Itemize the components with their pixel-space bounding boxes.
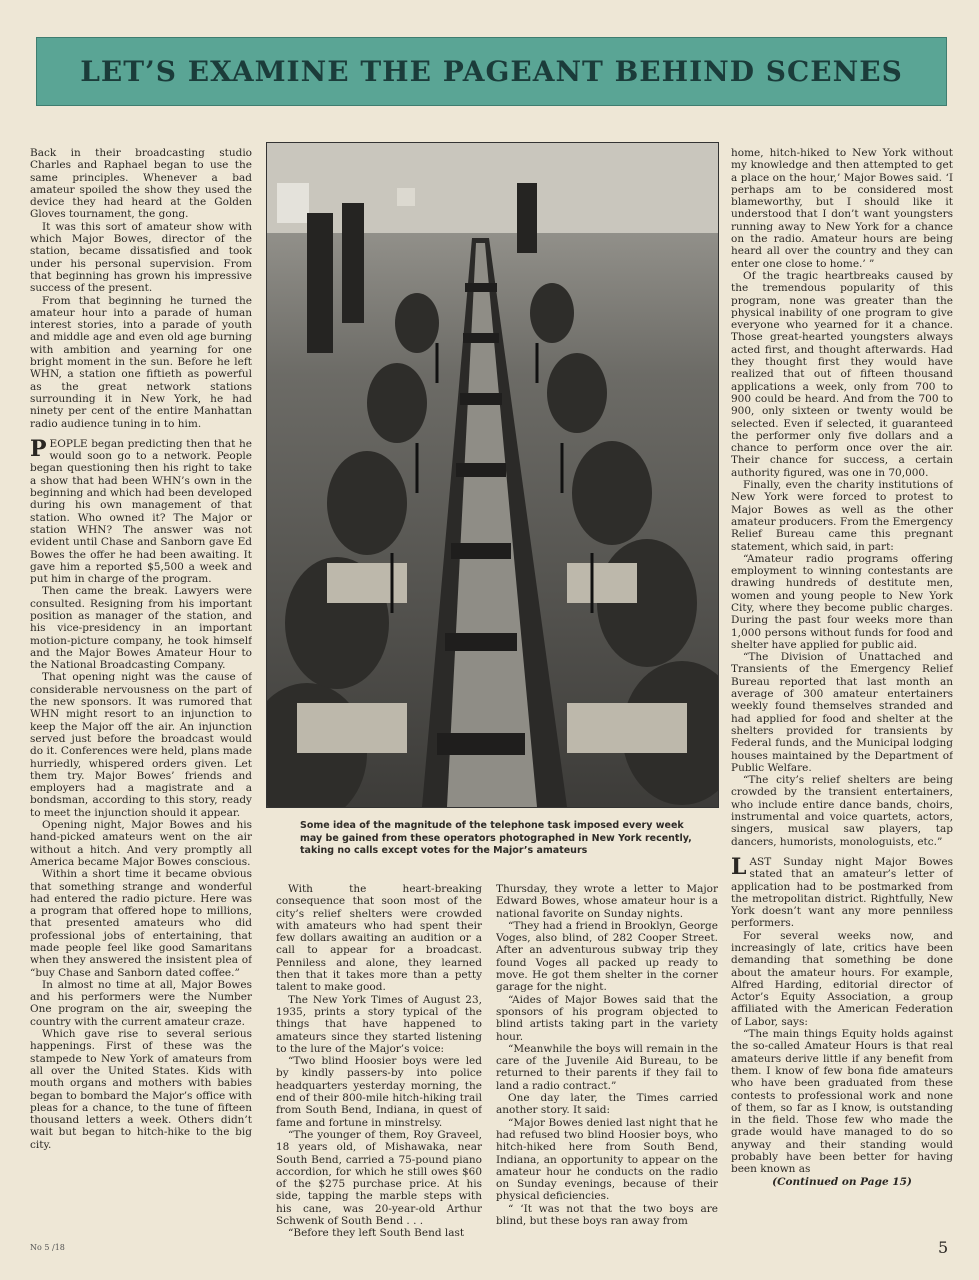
continued-note: (Continued on Page 15) [772, 1175, 912, 1188]
paragraph: “The city’s relief shelters are being crowded by the transient entertainers, who include entire dance bands, choirs, instrumental and voice quartets, actors, singers, musical saw players, tap dancers, humorists, monologuists, etc.” [731, 774, 953, 848]
paragraph: “Aides of Major Bowes said that the sponsors of his program objected to blind artists taking part in the variety hour. [496, 993, 718, 1043]
paragraph: Within a short time it became obvious that something strange and wonderful had entered the radio picture. Here was a program that offered hope to millions, that presented amateurs who did professional jobs of entertaining, that made people feel like good Samaritans when they answered the insistent plea of “buy Chase and Sanborn dated coffee.” [30, 868, 252, 979]
paragraph: One day later, the Times carried another story. It said: [496, 1092, 718, 1117]
paragraph: The New York Times of August 23, 1935, prints a story typical of the things that have happened to amateurs since they started listening to the lure of the Major’s voice: [276, 993, 482, 1055]
headline: LET’S EXAMINE THE PAGEANT BEHIND SCENES [80, 55, 903, 88]
headline-banner [36, 37, 947, 106]
paragraph: Back in their broadcasting studio Charles and Raphael began to use the same principles. Whenever a bad amateur spoiled the show they used the device they had heard at the Golden Gloves tournament, the gong. [30, 147, 252, 221]
paragraph-dropcap: LAST Sunday night Major Bowes stated that an amateur’s letter of application had to be postmarked from the metropolitan district. Rightfully, New York doesn’t want any more penniless performers. [731, 853, 953, 930]
paragraph: “The Division of Unattached and Transients of the Emergency Relief Bureau reported that last month an average of 300 amateur entertainers weekly found themselves stranded and had applied for food and shelter at the shelters provided for transients by Federal funds, and the Municipal lodging houses maintained by the Department of Public Welfare. [731, 651, 953, 774]
paragraph: home, hitch-hiked to New York without my knowledge and then attempted to get a place on the hour,’ Major Bowes said. ‘I perhaps am to be considered most blameworthy, but I should like it understood that I don’t want youngsters running away to New York for a chance on the radio. Amateur hours are being heard all over the country and they can enter one close to home.’ ” [731, 147, 953, 270]
page-number: 5 [938, 1238, 949, 1257]
article-column-1 [30, 147, 252, 1242]
paragraph: In almost no time at all, Major Bowes and his performers were the Number One program on the air, sweeping the country with the current amateur craze. [30, 978, 252, 1028]
photo-illustration [267, 143, 718, 807]
drop-cap: L [731, 853, 747, 880]
paragraph: “Meanwhile the boys will remain in the care of the Juvenile Aid Bureau, to be returned to their parents if they fail to land a radio contract.” [496, 1042, 718, 1092]
paragraph: “Amateur radio programs offering employment to winning contestants are drawing hundreds of destitute men, women and young people to New York City, where they become public charges. During the past four weeks more than 1,000 persons without funds for food and shelter have applied for public aid. [731, 552, 953, 651]
paragraph: “Two blind Hoosier boys were led by kindly passers-by into police headquarters yesterday morning, the end of their 800-mile hitch-hiking trail from South Bend, Indiana, in quest of fame and fortune in minstrelsy. [276, 1055, 482, 1129]
paragraph: “The younger of them, Roy Graveel, 18 years old, of Mishawaka, near South Bend, carried a 75-pound piano accordion, for which he still owes $60 of the $275 purchase price. At his side, tapping the marble steps with his cane, was 20-year-old Arthur Schwenk of South Bend . . . [276, 1128, 482, 1228]
paragraph: From that beginning he turned the amateur hour into a parade of human interest stories, into a parade of youth and middle age and even old age burning with ambition and yearning for one bright moment in the sun. Before he left WHN, a station one fiftieth as powerful as the great network stations surrounding it in New York, he had ninety per cent of the entire Manhattan radio audience tuning in to him. [30, 294, 252, 430]
paragraph: “Major Bowes denied last night that he had refused two blind Hoosier boys, who hitch-hiked here from South Bend, Indiana, an opportunity to appear on the amateur hour he conducts on the radio on Sunday evenings, because of their physical deficiencies. [496, 1116, 718, 1203]
paragraph-dropcap: PEOPLE began predicting then that he would soon go to a network. People began questioning then his right to take a show that had been WHN’s own in the beginning and which had been developed during his own management of that station. Who owned it? The Major or station WHN? The answer was not evident until Chase and Sanborn gave Ed Bowes the offer he had been awaiting. It gave him a reported $5,500 a week and put him in charge of the program. [30, 435, 252, 586]
paragraph: For several weeks now, and increasingly of late, critics have been demanding that something be done about the amateur hours. For example, Alfred Harding, editorial director of Actor’s Equity Association, a group affiliated with the American Federation of Labor, says: [731, 929, 953, 1028]
paragraph: Of the tragic heartbreaks caused by the tremendous popularity of this program, none was greater than the physical inability of one program to give everyone who yearned for it a chance. Those great-hearted youngsters always acted first, and thought afterwards. Had they thought first they would have realized that out of fifteen thousand applications a week, only from 700 to 900 could be heard. And from the 700 to 900, only sixteen or twenty would be selected. Even if selected, it guaranteed the performer only five dollars and a chance to perform once over the air. Their chance for success, a certain authority figured, was one in 70,000. [731, 269, 953, 479]
paragraph: With the heart-breaking consequence that soon most of the city’s relief shelters were crowded with amateurs who had spent their few dollars awaiting an audition or a call to appear for a broadcast. Penniless and alone, they learned then that it takes more than a petty talent to make good. [276, 883, 482, 994]
article-column-4 [731, 147, 953, 1242]
drop-cap: P [30, 435, 47, 462]
paragraph: Thursday, they wrote a letter to Major Edward Bowes, whose amateur hour is a national favorite on Sunday nights. [496, 883, 718, 920]
paragraph: Then came the break. Lawyers were consulted. Resigning from his important position as manager of the station, and his vice-presidency in an important motion-picture company, he took himself and the Major Bowes Amateur Hour to the National Broadcasting Company. [30, 585, 252, 672]
paragraph: That opening night was the cause of considerable nervousness on the part of the new sponsors. It was rumored that WHN might resort to an injunction to keep the Major off the air. An injunction served just before the broadcast would do it. Conferences were held, plans made hurriedly, whispered orders given. Let them try. Major Bowes’ friends and employers had a magistrate and a bondsman, according to this story, ready to meet the injunction should it appear. [30, 671, 252, 819]
telephone-operators-photo [266, 142, 719, 808]
paragraph: “They had a friend in Brooklyn, George Voges, also blind, of 282 Cooper Street. After an adventurous subway trip they found Voges all packed up ready to move. He got them shelter in the corner garage for the night. [496, 919, 718, 994]
paragraph: “The main things Equity holds against the so-called Amateur Hours is that real amateurs derive little if any benefit from them. I know of few bona fide amateurs who have been graduated from these contests to professional work and none of them, so far as I know, is outstanding in the field. Those few who made the grade would have managed to do so anyway and their standing would probably have been better for having been known as [731, 1028, 953, 1176]
paragraph: Which gave rise to several serious happenings. First of these was the stampede to New York of amateurs from all over the United States. Kids with mouth organs and mothers with babies began to bombard the Major’s office with pleas for a chance, to the tune of fifteen thousand letters a week. Others didn’t wait but began to hitch-hike to the big city. [30, 1028, 252, 1151]
article-column-3 [496, 883, 718, 1243]
paragraph: “Before they left South Bend last [288, 1227, 465, 1240]
paragraph: It was this sort of amateur show with which Major Bowes, director of the station, became dissatisfied and took under his personal supervision. From that beginning has grown his impressive success of the present. [30, 220, 252, 295]
folio-code: No 5 /18 [30, 1243, 65, 1252]
photo-caption: Some idea of the magnitude of the telephone task imposed every week may be gained from these operators photographed in New York recently, taking no calls except votes for the Major’s amateurs [300, 820, 692, 856]
paragraph: “ ‘It was not that the two boys are blind, but these boys ran away from [496, 1202, 718, 1228]
paragraph: Opening night, Major Bowes and his hand-picked amateurs went on the air without a hitch. And very promptly all America became Major Bowes conscious. [30, 819, 252, 868]
paragraph: Finally, even the charity institutions of New York were forced to protest to Major Bowes as well as the other amateur producers. From the Emergency Relief Bureau came this pregnant statement, which said, in part: [731, 479, 953, 553]
article-column-2 [276, 883, 482, 1243]
